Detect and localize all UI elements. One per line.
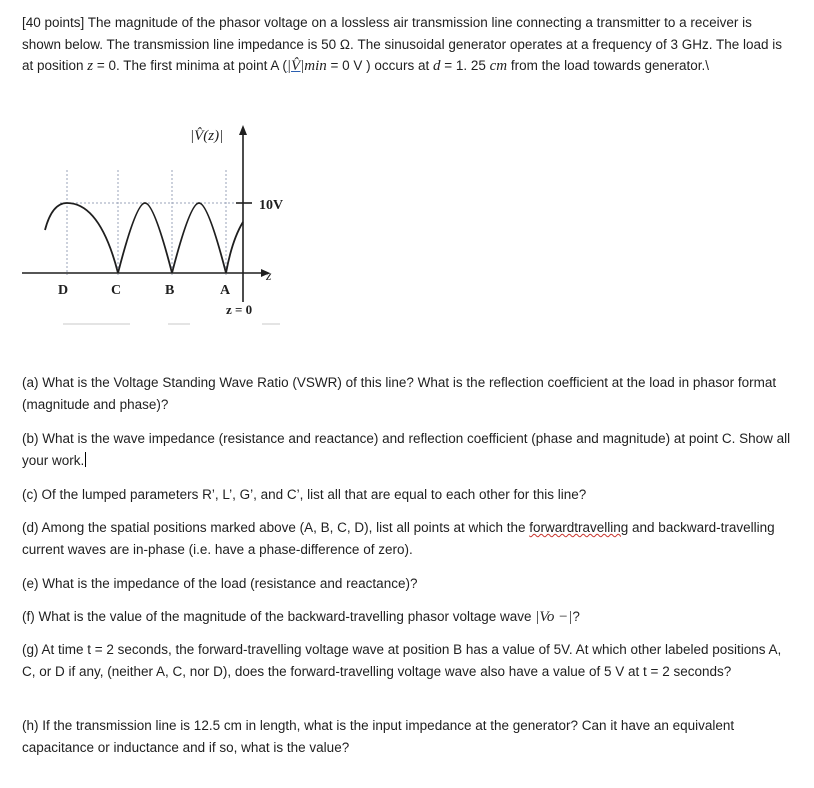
- question-b: [22, 428, 792, 471]
- question-f-end: ?: [572, 609, 580, 624]
- spelling-flagged-word[interactable]: forwardtravelling: [529, 520, 629, 535]
- question-g-text: (g) At time t = 2 seconds, the forward-travelling voltage wave at position B has a value of 5V. At which other labeled positions A, C, or D if any, (neither A, C, nor D), does the forward-travelling voltage wave also have a value of 5 V at t = 2 seconds?: [22, 642, 782, 679]
- question-a-text: (a) What is the Voltage Standing Wave Ratio (VSWR) of this line? What is the reflection coefficient at the load in phasor format (magnitude and phase)?: [22, 375, 777, 412]
- tick-label-10v: 10V: [259, 198, 284, 213]
- v-axis-arrow: [239, 125, 247, 135]
- problem-intro: [22, 12, 792, 78]
- question-c-text: (c) Of the lumped parameters R’, L’, G’, and C’, list all that are equal to each other for this line?: [22, 487, 587, 502]
- question-h-text: (h) If the transmission line is 12.5 cm in length, what is the input impedance at the generator? Can it have an equivalent capacitance or inductance and if so, what is the value?: [22, 718, 735, 755]
- question-a: [22, 372, 792, 415]
- question-c: [22, 484, 792, 506]
- standing-wave-curve: [45, 203, 243, 273]
- x-axis-label: z: [266, 269, 272, 284]
- y-axis-label: |V̂(z)|: [190, 128, 224, 144]
- question-b-text: (b) What is the wave impedance (resistance and reactance) and reflection coefficient (phase and magnitude) at point C. Show all your work.: [22, 431, 791, 468]
- question-g: [22, 639, 792, 682]
- text-cursor: [85, 452, 86, 467]
- question-d-text-2: and backward-travelling current waves are in-phase (i.e. have a phase-difference of zero).: [22, 520, 775, 557]
- question-e-text: (e) What is the impedance of the load (resistance and reactance)?: [22, 576, 418, 591]
- vo-minus-symbol: |Vo −|: [535, 609, 573, 625]
- intro-z-eq: = 0. The first minima at point A (: [93, 58, 287, 73]
- d-variable: d: [432, 58, 441, 74]
- intro-vmin-eq: = 0 V ) occurs at: [326, 58, 433, 73]
- abs-v-symbol: |V̂|: [286, 58, 305, 74]
- point-label-d: D: [58, 283, 69, 298]
- intro-suffix: from the load towards generator.\: [507, 58, 709, 73]
- point-label-a: A: [220, 283, 231, 298]
- question-d: [22, 517, 792, 560]
- z-variable: z: [87, 58, 94, 74]
- intro-d-eq: = 1. 25: [440, 58, 490, 73]
- question-d-text-1: (d) Among the spatial positions marked above (A, B, C, D), list all points at which the: [22, 520, 530, 535]
- intro-prefix: [40 points] The magnitude of the phasor voltage on a lossless air transmission line connecting a transmitter to a receiver is shown below. The transmission line impedance is 50 Ω. The sinusoidal generator operates at a frequency of 3 GHz. The load is at position: [22, 15, 783, 73]
- question-f-text: (f) What is the value of the magnitude of the backward-travelling phasor voltage wave: [22, 609, 536, 624]
- question-e: [22, 573, 792, 595]
- d-unit: cm: [489, 58, 508, 74]
- point-label-c: C: [111, 283, 122, 298]
- point-label-b: B: [165, 283, 175, 298]
- question-f: [22, 606, 792, 629]
- question-h: [22, 715, 792, 758]
- vmin-subscript: min: [304, 58, 327, 74]
- origin-label: z = 0: [226, 302, 253, 317]
- standing-wave-figure: [0, 110, 330, 340]
